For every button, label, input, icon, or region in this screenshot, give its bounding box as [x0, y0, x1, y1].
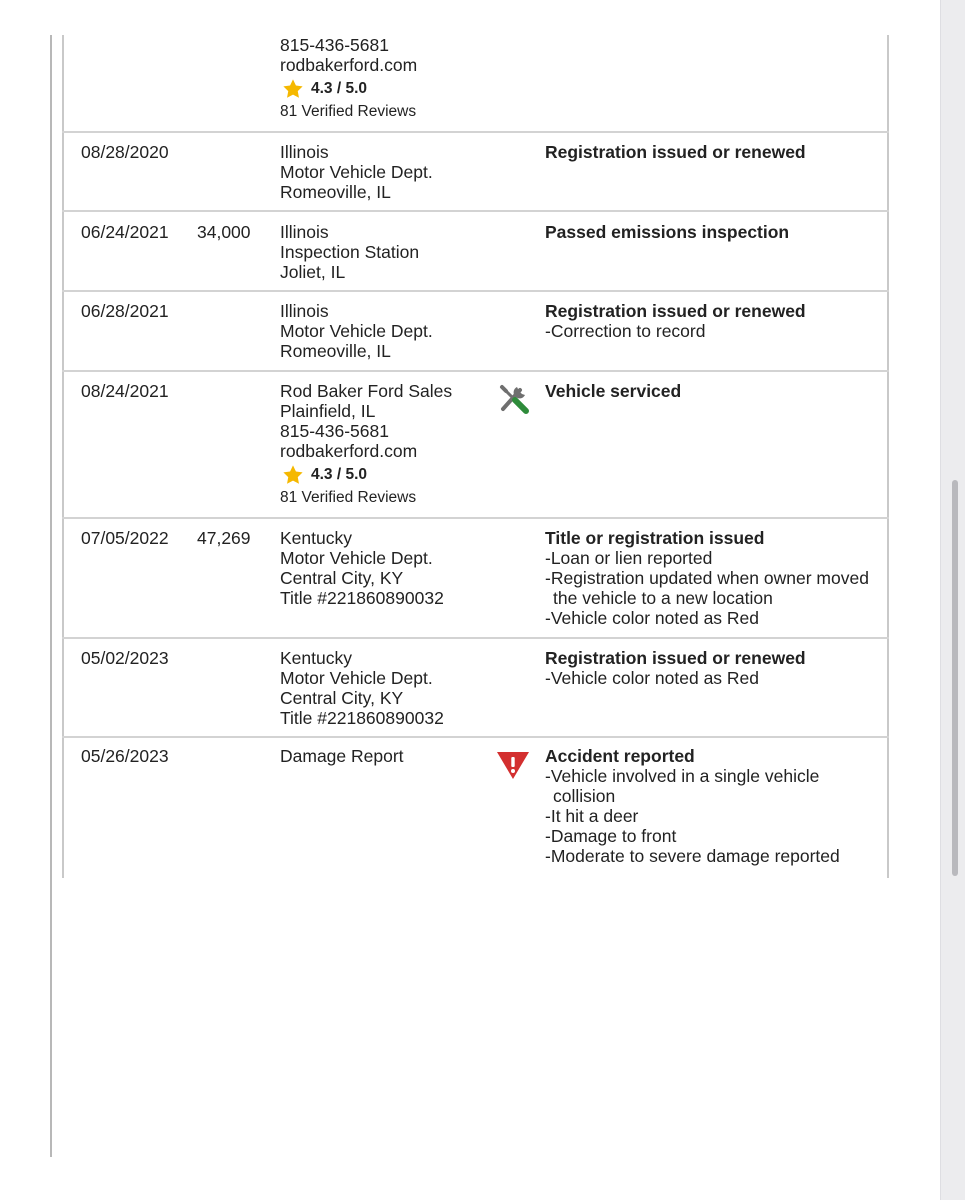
- dealer-rating: [280, 463, 452, 487]
- source-line: Illinois: [280, 301, 329, 321]
- details-cell: [545, 381, 885, 401]
- history-row: [62, 639, 889, 738]
- source-line: Damage Report: [280, 746, 404, 766]
- history-row: [62, 35, 889, 133]
- title-number: Title #221860890032: [280, 708, 444, 728]
- source-line: Romeoville, IL: [280, 341, 391, 361]
- source-cell: [280, 648, 444, 728]
- title-number: Title #221860890032: [280, 588, 444, 608]
- rating-value: 4.3 / 5.0: [311, 466, 368, 483]
- verified-reviews-link[interactable]: 81 Verified Reviews: [280, 103, 417, 120]
- source-cell: [280, 381, 452, 508]
- event-title: Registration issued or renewed: [545, 142, 806, 162]
- source-website[interactable]: rodbakerford.com: [280, 441, 418, 461]
- history-row: [62, 133, 889, 212]
- event-detail: -Damage to front: [545, 826, 677, 846]
- event-detail: -Registration updated when owner moved the vehicle to a new location: [545, 568, 869, 608]
- rating-value: 4.3 / 5.0: [311, 80, 368, 97]
- source-line: Inspection Station: [280, 242, 420, 262]
- details-cell: [545, 528, 885, 628]
- record-date: 05/02/2023: [81, 648, 169, 668]
- source-cell: [280, 222, 419, 282]
- event-detail: -It hit a deer: [545, 806, 639, 826]
- event-detail: -Loan or lien reported: [545, 548, 713, 568]
- event-title: Vehicle serviced: [545, 381, 682, 401]
- odometer-reading: 47,269: [197, 528, 251, 548]
- event-detail: -Vehicle color noted as Red: [545, 608, 760, 628]
- source-cell: [280, 35, 417, 122]
- details-cell: [545, 746, 885, 866]
- event-title: Passed emissions inspection: [545, 222, 790, 242]
- event-detail: -Moderate to severe damage reported: [545, 846, 840, 866]
- dealer-name: Rod Baker Ford Sales: [280, 381, 453, 401]
- event-title: Title or registration issued: [545, 528, 765, 548]
- source-line: Joliet, IL: [280, 262, 346, 282]
- source-phone[interactable]: 815-436-5681: [280, 35, 389, 55]
- record-date: 06/24/2021: [81, 222, 169, 242]
- source-line: Motor Vehicle Dept.: [280, 668, 433, 688]
- source-line: Motor Vehicle Dept.: [280, 548, 433, 568]
- source-line: Romeoville, IL: [280, 182, 391, 202]
- source-line: Motor Vehicle Dept.: [280, 321, 433, 341]
- source-line: Plainfield, IL: [280, 401, 376, 421]
- history-row: [62, 372, 889, 519]
- source-line: Central City, KY: [280, 688, 404, 708]
- source-line: Kentucky: [280, 648, 352, 668]
- record-date: 07/05/2022: [81, 528, 169, 548]
- details-cell: [545, 301, 885, 341]
- source-website[interactable]: rodbakerford.com: [280, 55, 418, 75]
- details-cell: [545, 142, 885, 162]
- source-cell: [280, 528, 444, 608]
- star-icon: [282, 464, 304, 486]
- source-phone[interactable]: 815-436-5681: [280, 421, 389, 441]
- history-row: [62, 212, 889, 292]
- document-margin-rule: [50, 35, 52, 1157]
- event-detail: -Correction to record: [545, 321, 706, 341]
- source-line: Illinois: [280, 222, 329, 242]
- history-row: [62, 519, 889, 639]
- odometer-reading: 34,000: [197, 222, 251, 242]
- source-cell: [280, 301, 433, 361]
- record-date: 06/28/2021: [81, 301, 169, 321]
- event-title: Registration issued or renewed: [545, 301, 806, 321]
- source-line: Motor Vehicle Dept.: [280, 162, 433, 182]
- event-detail: -Vehicle involved in a single vehicle collision: [545, 766, 820, 806]
- history-row: [62, 738, 889, 878]
- event-title: Registration issued or renewed: [545, 648, 806, 668]
- source-line: Central City, KY: [280, 568, 404, 588]
- history-row: [62, 292, 889, 372]
- star-icon: [282, 78, 304, 100]
- source-cell: [280, 142, 433, 202]
- service-wrench-icon: [496, 382, 530, 420]
- event-detail: -Vehicle color noted as Red: [545, 668, 760, 688]
- dealer-rating: [280, 77, 417, 101]
- source-cell: [280, 746, 404, 766]
- record-date: 08/28/2020: [81, 142, 169, 162]
- record-date: 08/24/2021: [81, 381, 169, 401]
- details-cell: [545, 222, 885, 242]
- source-line: Kentucky: [280, 528, 352, 548]
- verified-reviews-link[interactable]: 81 Verified Reviews: [280, 489, 417, 506]
- vehicle-history-table: [62, 35, 889, 878]
- record-date: 05/26/2023: [81, 746, 169, 766]
- details-cell: [545, 648, 885, 688]
- scrollbar-thumb[interactable]: [952, 480, 958, 876]
- source-line: Illinois: [280, 142, 329, 162]
- accident-warning-icon: [496, 750, 530, 784]
- event-title: Accident reported: [545, 746, 695, 766]
